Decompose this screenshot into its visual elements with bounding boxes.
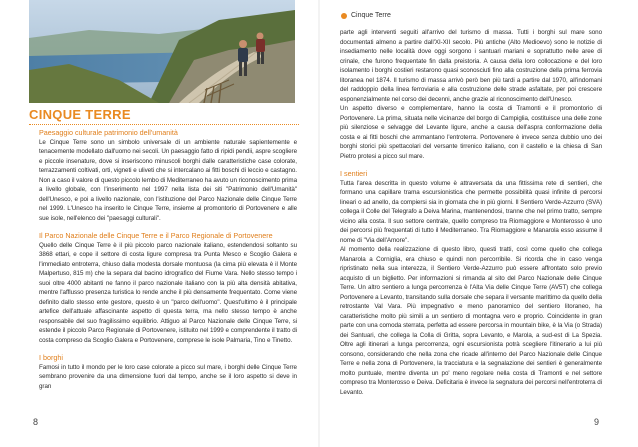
hikers-photo — [29, 0, 295, 103]
paragraph-borghi-continued: parte agli interventi seguiti all'arrivo del turismo di massa. Tutti i borghi sul mare sono documentati almeno a partire dall'XI-XII secolo. Più antiche (Alto Medioevo) sono le notizie di insediamento nelle località dove oggi sorgono i santuari mariani e soprattutto nelle aree di crinale, che furono frequentate fin dalla preistoria. A causa della loro collocazione e del loro isolamento i borghi costieri restarono quasi sconosciuti fino alla costruzione della prima ferrovia litoranea nel 1874. Il turismo di massa arrivò però ben più tardi a partire dal 1970, all'indomani del raddoppio della linea ferroviaria e alla costruzione delle strade asfaltate, per poi crescere esponenzialmente nel corso dei decenni, anche grazie al riconoscimento dell'Unesco. — [340, 29, 602, 103]
subtitle-parks: Il Parco Nazionale delle Cinque Terre e il Parco Regionale di Portovenere — [39, 231, 273, 240]
subtitle-borghi: I borghi — [39, 353, 63, 362]
page-gutter — [318, 0, 320, 447]
subtitle-unesco: Paesaggio culturale patrimonio dell'umanità — [39, 128, 178, 137]
paragraph-borghi: Famosi in tutto il mondo per le loro case colorate a picco sul mare, i borghi delle Cinque Terre sembrano provenire da una dimensione fuori dal tempo, anche se il loro aspetto si deve in gran — [39, 363, 297, 390]
page-number-right: 9 — [594, 417, 600, 427]
paragraph-unesco: Le Cinque Terre sono un simbolo universale di un ambiente naturale sapientemente e tenacemente modellato dall'uomo nei secoli. Un paesaggio fatto di ripidi pendii, aspre scogliere e piccole insenature, dove si inseriscono minuscoli borghi dalle caratteristiche case colorate, terrazzamenti coltivati, orti, vigneti e uliveti che si intercalano ai fitti boschi di leccio e castagno. Non a caso il valore di questo piccolo lembo di Mediterraneo ha avuto un riconoscimento prima a livello globale, con l'inserimento nel 1997 nella lista dei siti "Patrimonio dell'Umanità" dell'Unesco, e poi a livello nazionale, con l'istituzione del Parco Nazionale delle Cinque Terre nel 1999. L'Unesco ha inserito le Cinque Terre, insieme al promontorio di Portovenere e alle sue isole, nell'elenco dei "paesaggi culturali". — [39, 138, 298, 222]
spacer — [39, 345, 297, 353]
section-title: CINQUE TERRE — [29, 107, 131, 122]
paragraph-parks: Quello delle Cinque Terre è il più piccolo parco nazionale italiano, estendendosi soltanto su 3868 ettari, e cope il settore di costa ligure compresa tra Punta Mesco e Scoglio Galera e l'immediato entroterra, chiuso dalla modesta dorsale montuosa (la cima più elevata è il Monte Malpertuso, 815 m) che la separa dal bacino idrografico del Fiume Vara. Nello stesso tempo i suoi oltre 4000 abitanti ne fanno il parco nazionale italiano con la più alta densità abitativa, mentre l'afflusso presenza turistica lo rende anche il più densamente frequentato. Come viene definito dallo stesso ente gestore, questo è un "parco dell'uomo". Quest'ultimo è il principale artefice dell'attuale affascinante aspetto di questa terra, ma nello stesso tempo è anche responsabile del suo fragilissimo equilibrio. Attiguo al Parco Nazionale delle Cinque Terre, si estende il piccolo Parco Regionale di Portovenere, istituito nel 1999 e comprendente il tratto di costa compreso da Scoglio Galera e Portovenere, comprese le isole Palmaria, Tino e Tinetto. — [39, 241, 297, 344]
title-divider — [29, 124, 299, 125]
spacer — [39, 223, 297, 231]
paragraph-tramonti: Un aspetto diverso e complementare, hanno la costa di Tramonti e il promontorio di Portovenere. La prima, situata nelle vicinanze del borgo di Campiglia, costituisce una delle zone più silenziose e selvagge del Levante ligure, anche a causa dell'aspra conformazione della costa e ai fitti boschi che ammantano l'entroterra. Portovenere è invece senza dubbio uno dei borghi storici più spettacolari del versante tirrenico italiano, con il castello e la chiesa di San Pietro protesi a picco sul mare. — [340, 105, 602, 160]
page-number-left: 8 — [33, 417, 39, 427]
running-head — [341, 12, 391, 19]
left-column — [39, 128, 297, 391]
subtitle-sentieri: I sentieri — [340, 169, 368, 178]
running-head-label: Cinque Terre — [351, 12, 391, 19]
bullet-dot-icon — [341, 13, 347, 19]
spacer — [340, 161, 602, 169]
paragraph-sentieri: Tutta l'area descritta in questo volume è attraversata da una fittissima rete di sentieri, che formano una capillare trama escursionistica che permette possibilità quasi infinite di percorsi lineari o ad anello, da compiersi sia in giornata che in più giorni. Il Sentiero Verde-Azzurro (SVA) collega il Colle del Telegrafo a Deiva Marina, mantenendosi, tranne che nel primo tratto, sempre vicino alla costa. Il suo settore centrale, quello compreso tra Riomaggiore e Monterosso è uno dei percorsi più frequentati di tutto il Mediterraneo. Tra Riomaggiore e Manarola esso assume il nome di "Via dell'Amore". — [340, 179, 602, 244]
right-column — [340, 28, 602, 397]
paragraph-sentieri-2: Al momento della realizzazione di questo libro, questi tratti, così come quello che collega Manarola a Corniglia, era chiuso e quindi non percorribile. Si ricorda che in caso venga ripristinato nella sua interezza, il Sentiero Verde-Azzurro può essere affrontato solo previo acquisto di un biglietto. Per informazioni si rimanda al sito del Parco Nazionale delle Cinque Terre. Un altro sentiero a lunga percorrenza è l'Alta Via delle Cinque Terre (AV5T) che collega Portovenere a Levanto, transitando sulla dorsale che separa il versante marittimo da quello della retrostante Val Vara. Più impegnativo e meno panoramico del sentiero litoraneo, ha caratteristiche molto più simili a un sentiero di montagna vero e proprio. Coincidente in gran parte con una comoda sterrata, perfetta ad essere percorsa in mountain bike, è la Via (o Strada) dei Santuari, che collega la Colla di Gritta, sopra Levanto, e Marola, a sud-est di La Spezia. Oltre agli itinerari a lunga percorrenza, ogni escursionista potrà scegliere l'itinerario a lui più consono, considerando che nella zona che ricade all'interno del Parco Nazionale delle Cinque Terre e nella zona di Portovenere, la tracciatura e la segnalazione dei sentieri è generalmente molto puntuale, mentre diventa un po' meno regolare nella costa di Tramonti e nel settore compreso tra Monterosso e Deiva. Deficitaria è invece la segnatura dei percorsi nell'entroterra di Levanto. — [340, 246, 602, 396]
photo-illustration — [29, 0, 295, 103]
